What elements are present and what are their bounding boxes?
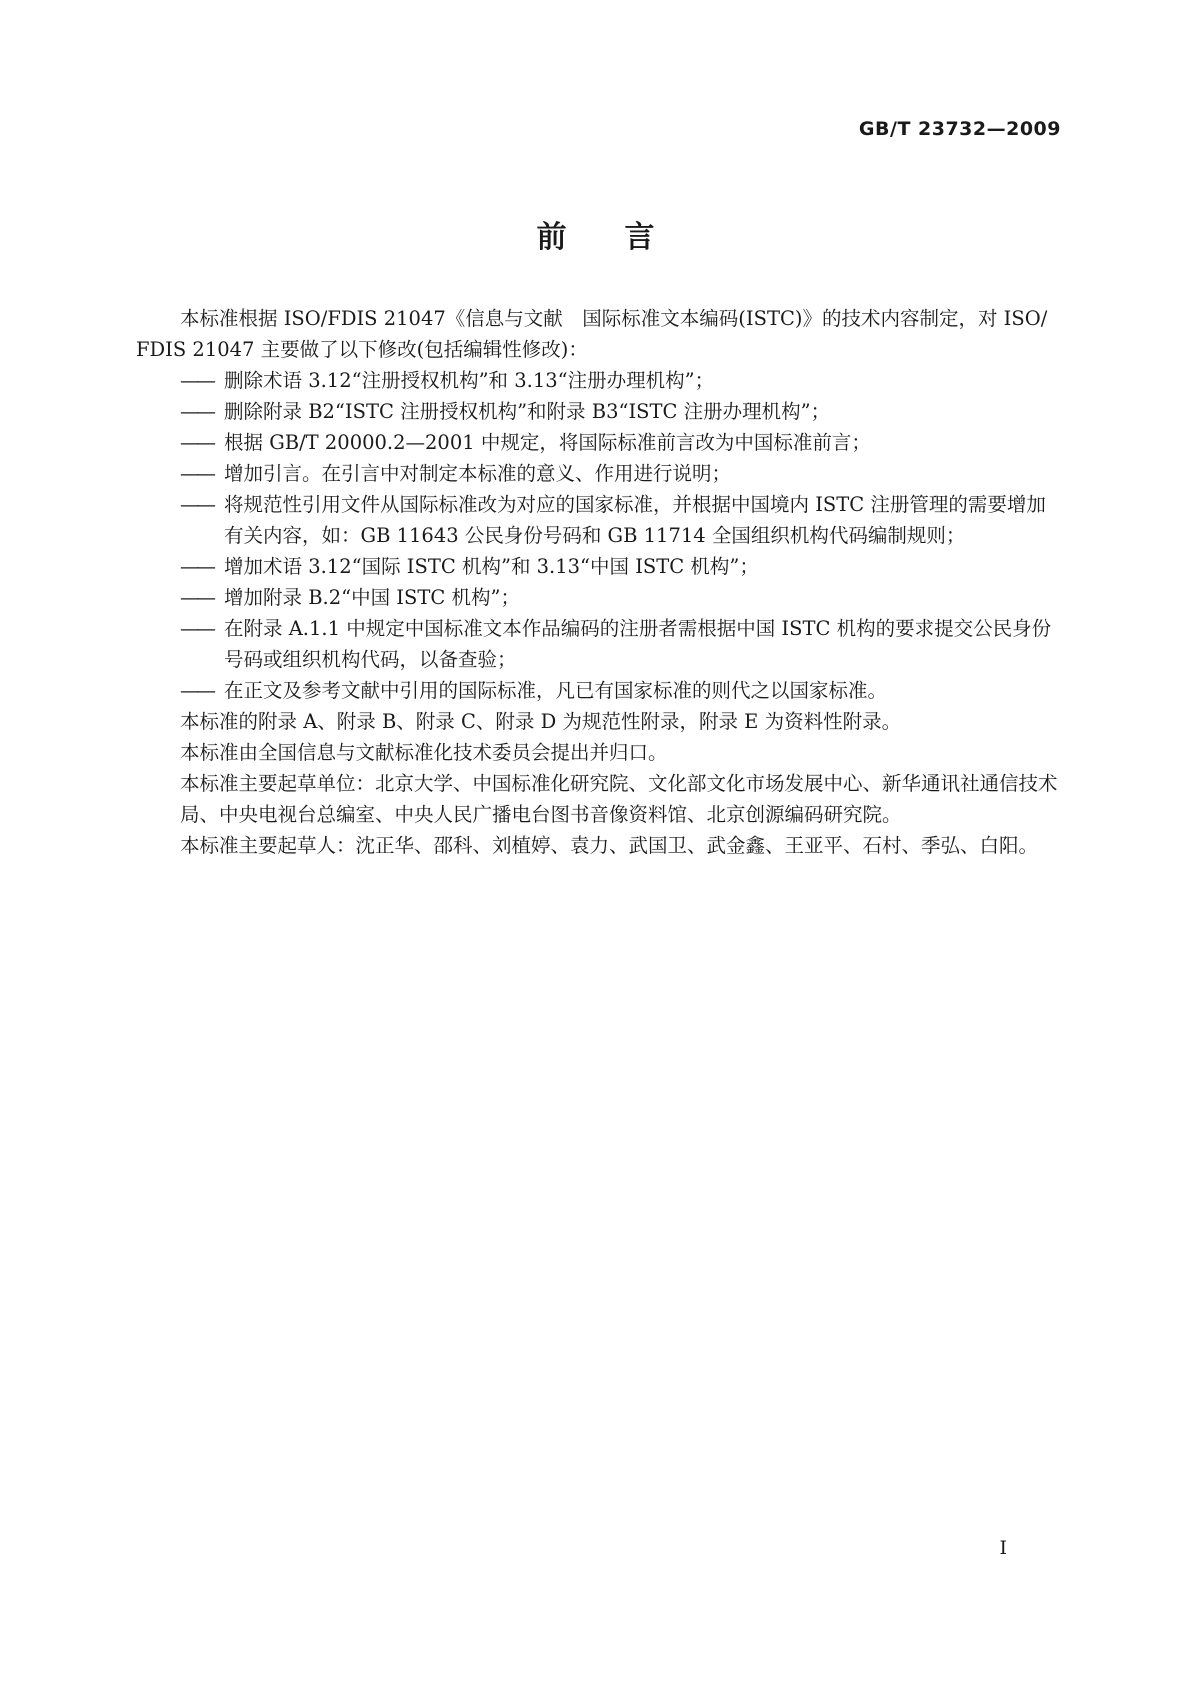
title-char-1: 前 [536, 220, 567, 255]
list-item-text: 增加附录 B.2“中国 ISTC 机构”； [224, 586, 520, 609]
list-item-text: 增加引言。在引言中对制定本标准的意义、作用进行说明； [224, 462, 732, 485]
list-item [180, 489, 1060, 551]
list-item [180, 427, 1060, 458]
standard-code: GB/T 23732—2009 [858, 118, 1061, 140]
list-item-text: 删除术语 3.12“注册授权机构”和 3.13“注册办理机构”； [224, 369, 715, 392]
list-item [180, 675, 1060, 706]
dash-marker: —— [180, 555, 213, 578]
drafting-units-paragraph [136, 768, 1060, 830]
intro-line-2: FDIS 21047 主要做了以下修改(包括编辑性修改)： [136, 338, 588, 361]
dash-marker: —— [180, 462, 213, 485]
list-item-text: 根据 GB/T 20000.2—2001 中规定，将国际标准前言改为中国标准前言； [224, 431, 871, 454]
committee-paragraph: 本标准由全国信息与文献标准化技术委员会提出并归口。 [180, 741, 668, 764]
foreword-body [136, 303, 1060, 861]
list-item-text: 在正文及参考文献中引用的国际标准，凡已有国家标准的则代之以国家标准。 [224, 679, 888, 702]
list-item-text: 删除附录 B2“ISTC 注册授权机构”和附录 B3“ISTC 注册办理机构”； [224, 400, 831, 423]
list-item-text: 将规范性引用文件从国际标准改为对应的国家标准，并根据中国境内 ISTC 注册管理的需要增加有关内容，如：GB 11643 公民身份号码和 GB 11714 全国组织机构代码编制规则； [224, 493, 1046, 547]
dash-marker: —— [180, 493, 213, 516]
appendix-paragraph: 本标准的附录 A、附录 B、附录 C、附录 D 为规范性附录，附录 E 为资料性附录。 [180, 710, 902, 733]
list-item [180, 365, 1060, 396]
list-item-text: 增加术语 3.12“国际 ISTC 机构”和 3.13“中国 ISTC 机构”； [224, 555, 759, 578]
dash-marker: —— [180, 586, 213, 609]
list-item [180, 396, 1060, 427]
title-char-2: 言 [624, 220, 655, 255]
dash-marker: —— [180, 679, 213, 702]
dash-marker: —— [180, 400, 213, 423]
dash-marker: —— [180, 369, 213, 392]
list-item [180, 582, 1060, 613]
list-item [180, 613, 1060, 675]
drafters-paragraph: 本标准主要起草人：沈正华、邵科、刘植婷、袁力、武国卫、武金鑫、王亚平、石村、季弘、白阳。 [180, 834, 1039, 857]
intro-line-1: 本标准根据 ISO/FDIS 21047《信息与文献 国际标准文本编码(ISTC)》的技术内容制定，对 ISO/ [180, 307, 1048, 330]
list-item-text: 在附录 A.1.1 中规定中国标准文本作品编码的注册者需根据中国 ISTC 机构的要求提交公民身份号码或组织机构代码，以备查验； [224, 617, 1052, 671]
drafting-units-text: 本标准主要起草单位：北京大学、中国标准化研究院、文化部文化市场发展中心、新华通讯社通信技术局、中央电视台总编室、中央人民广播电台图书音像资料馆、北京创源编码研究院。 [180, 772, 1058, 826]
intro-paragraph [136, 303, 1060, 365]
dash-marker: —— [180, 431, 213, 454]
page-title [0, 212, 1191, 256]
dash-marker: —— [180, 617, 213, 640]
list-item [180, 551, 1060, 582]
list-item [180, 458, 1060, 489]
page-number: I [999, 1537, 1007, 1559]
